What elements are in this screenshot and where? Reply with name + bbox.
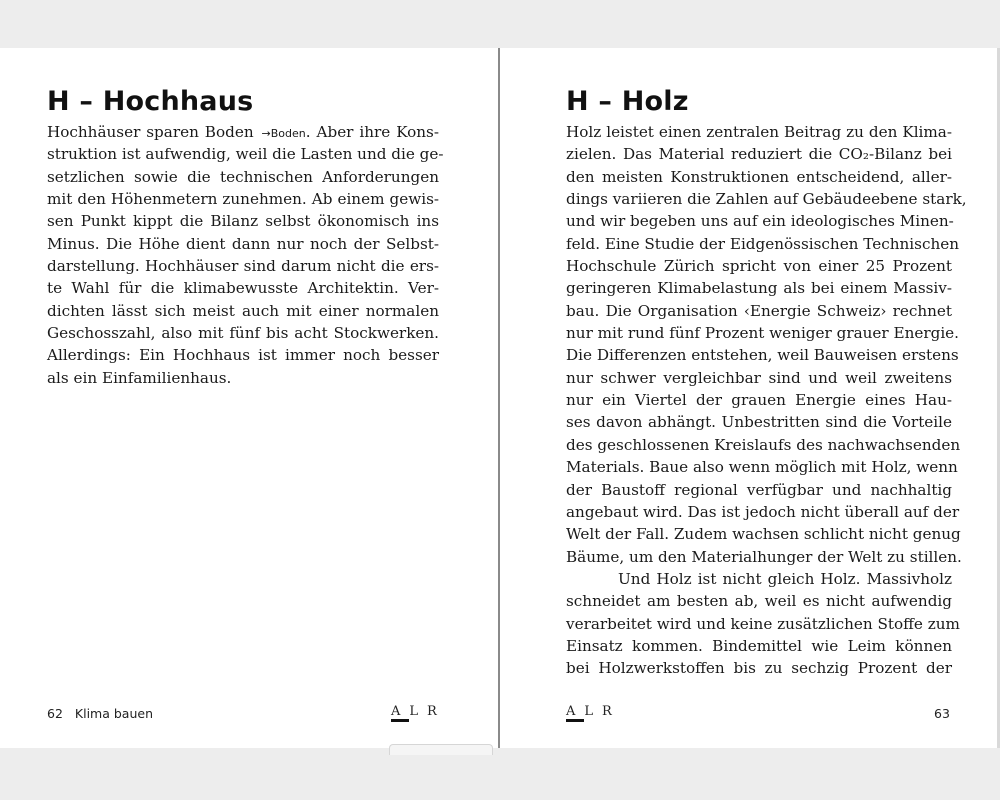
text-line: sen Punkt kippt die Bilanz selbst ökonomisch ins xyxy=(47,212,439,231)
text-line: dings variieren die Zahlen auf Gebäudeebene stark, xyxy=(566,190,967,209)
text-line: Minus. Die Höhe dient dann nur noch der Selbst- xyxy=(47,234,439,253)
text-line: Hochhäuser sparen Boden →Boden. Aber ihre Kons- xyxy=(47,123,439,141)
text-line: als ein Einfamilienhaus. xyxy=(47,368,232,387)
text-line: nur ein Viertel der grauen Energie eines Hau- xyxy=(566,391,952,410)
text-line: setzlichen sowie die technischen Anforderungen xyxy=(47,167,439,186)
book-gutter xyxy=(498,48,500,748)
text-line: Materials. Baue also wenn möglich mit Holz, wenn xyxy=(566,458,958,477)
text-line: nur mit rund fünf Prozent weniger grauer Energie. xyxy=(566,324,959,343)
text-line: nur schwer vergleichbar sind und weil zweitens xyxy=(566,368,952,387)
text-line: Allerdings: Ein Hochhaus ist immer noch besser xyxy=(47,346,439,365)
page-number: 63 xyxy=(934,706,950,721)
text-line: bei Holzwerkstoffen bis zu sechzig Prozent der xyxy=(566,659,952,678)
page-number: 62 xyxy=(47,706,63,721)
text-line: Einsatz kommen. Bindemittel wie Leim können xyxy=(566,636,952,655)
text-line: bau. Die Organisation ‹Energie Schweiz› rechnet xyxy=(566,301,952,320)
text-line: Holz leistet einen zentralen Beitrag zu den Klima- xyxy=(566,123,952,141)
text-line: Geschosszahl, also mit fünf bis acht Stockwerken. xyxy=(47,324,439,343)
text-line: schneidet am besten ab, weil es nicht aufwendig xyxy=(566,592,952,611)
text-line: Bäume, um den Materialhunger der Welt zu stillen. xyxy=(566,547,962,566)
text-line: te Wahl für die klimabewusste Architektin. Ver- xyxy=(47,279,439,298)
left-page-heading: H – Hochhaus xyxy=(47,86,254,117)
text-line: geringeren Klimabelastung als bei einem Massiv- xyxy=(566,279,952,298)
publisher-logo: ALR xyxy=(391,704,446,722)
right-page-heading: H – Holz xyxy=(566,86,689,117)
text-line: Und Holz ist nicht gleich Holz. Massivholz xyxy=(618,569,952,588)
text-line: struktion ist aufwendig, weil die Lasten und die ge- xyxy=(47,145,444,164)
text-line: Die Differenzen entstehen, weil Bauweisen erstens xyxy=(566,346,959,365)
left-page-footer xyxy=(47,706,153,721)
text-line: zielen. Das Material reduziert die CO₂-Bilanz bei xyxy=(566,145,952,164)
text-line: darstellung. Hochhäuser sind darum nicht die ers- xyxy=(47,257,439,276)
right-page-body xyxy=(566,121,967,680)
text-line: Welt der Fall. Zudem wachsen schlicht nicht genug xyxy=(566,525,961,544)
text-line: ses davon abhängt. Unbestritten sind die Vorteile xyxy=(566,413,952,432)
text-line: feld. Eine Studie der Eidgenössischen Technischen xyxy=(566,234,960,253)
right-page-footer xyxy=(934,706,950,721)
text-line: dichten lässt sich meist auch mit einer normalen xyxy=(47,301,439,320)
text-line: der Baustoff regional verfügbar und nachhaltig xyxy=(566,480,952,499)
text-line: den meisten Konstruktionen entscheidend, aller- xyxy=(566,167,952,186)
left-page xyxy=(47,48,446,748)
right-page xyxy=(566,48,967,748)
text-line: mit den Höhenmetern zunehmen. Ab einem gewis- xyxy=(47,190,439,209)
text-line: und wir begeben uns auf ein ideologisches Minen- xyxy=(566,212,954,231)
publisher-logo: ALR xyxy=(566,704,621,722)
book-spread xyxy=(0,48,1000,748)
text-line: angebaut wird. Das ist jedoch nicht überall auf der xyxy=(566,502,960,521)
viewer-tab-handle[interactable] xyxy=(389,744,493,755)
running-title: Klima bauen xyxy=(74,706,153,721)
cross-reference-link[interactable]: →Boden xyxy=(261,127,306,140)
text-line: Hochschule Zürich spricht von einer 25 Prozent xyxy=(566,257,952,276)
text-line: verarbeitet wird und keine zusätzlichen Stoffe zum xyxy=(566,614,960,633)
left-page-body xyxy=(47,121,444,389)
text-line: des geschlossenen Kreislaufs des nachwachsenden xyxy=(566,435,961,454)
